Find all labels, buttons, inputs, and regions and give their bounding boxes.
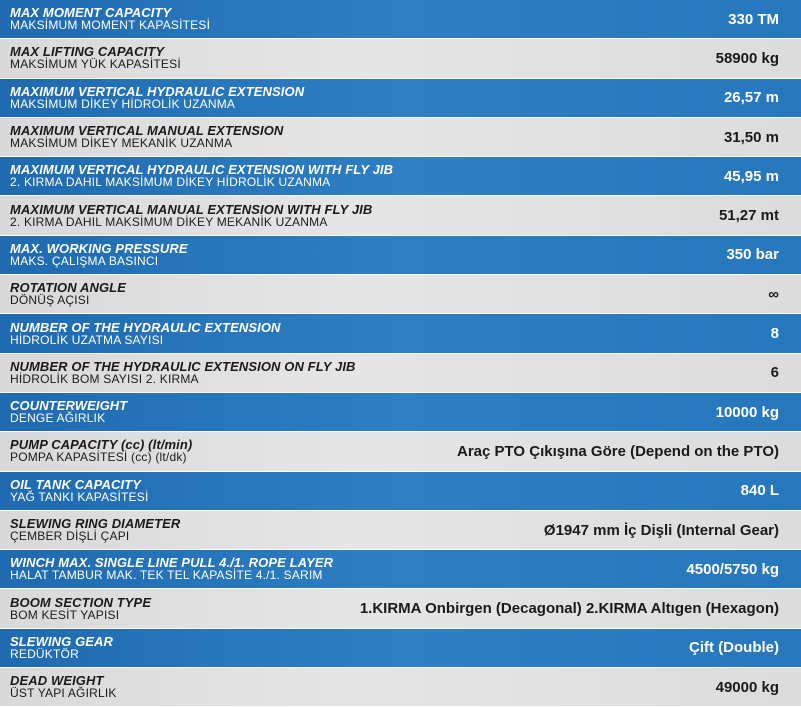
spec-label-english: OIL TANK CAPACITY bbox=[10, 476, 141, 492]
spec-label-turkish: ÇEMBER DİŞLİ ÇAPI bbox=[10, 529, 130, 543]
spec-row bbox=[0, 196, 801, 235]
spec-label-turkish: ÜST YAPI AĞIRLIK bbox=[10, 686, 117, 701]
spec-label-english: ROTATION ANGLE bbox=[10, 280, 126, 296]
spec-row bbox=[0, 432, 801, 471]
spec-value: Ø1947 mm İç Dişli (Internal Gear) bbox=[543, 521, 779, 539]
spec-labels bbox=[10, 203, 372, 229]
spec-value: 1.KIRMA Onbirgen (Decagonal) 2.KIRMA Altıgen (Hexagon) bbox=[359, 600, 779, 618]
spec-label-english: MAX. WORKING PRESSURE bbox=[10, 240, 188, 256]
spec-label-turkish: YAĞ TANKI KAPASİTESİ bbox=[10, 489, 149, 504]
spec-row bbox=[0, 668, 801, 707]
spec-row bbox=[0, 472, 801, 511]
spec-labels bbox=[10, 438, 192, 464]
spec-labels bbox=[10, 556, 333, 582]
spec-labels bbox=[10, 6, 210, 32]
spec-label-english: COUNTERWEIGHT bbox=[10, 398, 128, 414]
spec-label-english: SLEWING GEAR bbox=[10, 633, 114, 649]
spec-value: 51,27 mt bbox=[718, 207, 779, 225]
spec-value: 6 bbox=[770, 364, 779, 382]
spec-value: 31,50 m bbox=[723, 128, 779, 146]
spec-row bbox=[0, 39, 801, 78]
spec-label-turkish: POMPA KAPASİTESİ (cc) (lt/dk) bbox=[10, 450, 187, 465]
spec-row bbox=[0, 629, 801, 668]
spec-value: 45,95 m bbox=[723, 167, 779, 185]
spec-labels bbox=[10, 635, 113, 661]
spec-value: 49000 kg bbox=[715, 678, 779, 696]
spec-label-turkish: REDÜKTÖR bbox=[10, 646, 79, 661]
spec-labels bbox=[10, 45, 181, 71]
spec-row bbox=[0, 354, 801, 393]
spec-label-english: MAXIMUM VERTICAL HYDRAULIC EXTENSION WITH FLY JIB bbox=[10, 162, 394, 178]
spec-label-turkish: 2. KIRMA DAHIL MAKSİMUM DİKEY MEKANİK UZANMA bbox=[10, 214, 328, 229]
spec-row bbox=[0, 157, 801, 196]
spec-label-english: SLEWING RING DIAMETER bbox=[10, 516, 181, 531]
spec-value: 840 L bbox=[740, 482, 779, 500]
spec-label-english: NUMBER OF THE HYDRAULIC EXTENSION ON FLY JIB bbox=[10, 358, 356, 374]
spec-label-english: DEAD WEIGHT bbox=[10, 673, 104, 689]
spec-row bbox=[0, 314, 801, 353]
spec-labels bbox=[10, 360, 356, 386]
spec-value: 350 bar bbox=[726, 246, 779, 264]
spec-label-turkish: HALAT TAMBUR MAK. TEK TEL KAPASİTE 4./1. SARIM bbox=[10, 568, 323, 583]
spec-label-turkish: DÖNÜŞ AÇISI bbox=[10, 293, 90, 308]
spec-value: ∞ bbox=[768, 285, 779, 303]
spec-label-english: MAX MOMENT CAPACITY bbox=[10, 5, 172, 21]
spec-value: Çift (Double) bbox=[689, 639, 779, 657]
spec-labels bbox=[10, 124, 283, 150]
spec-labels bbox=[10, 674, 117, 700]
spec-labels bbox=[10, 517, 180, 543]
spec-row bbox=[0, 79, 801, 118]
spec-label-english: BOOM SECTION TYPE bbox=[10, 594, 152, 610]
spec-row bbox=[0, 0, 801, 39]
spec-row bbox=[0, 589, 801, 628]
spec-label-turkish: HİDROLİK UZATMA SAYISI bbox=[10, 332, 164, 347]
spec-label-english: WINCH MAX. SINGLE LINE PULL 4./1. ROPE LAYER bbox=[10, 555, 334, 571]
spec-label-english: MAXIMUM VERTICAL MANUAL EXTENSION bbox=[10, 123, 284, 139]
spec-value: 4500/5750 kg bbox=[686, 560, 779, 578]
spec-value: Araç PTO Çıkışına Göre (Depend on the PTO) bbox=[456, 442, 779, 460]
spec-label-turkish: DENGE AĞIRLIK bbox=[10, 411, 106, 426]
spec-label-english: PUMP CAPACITY (cc) (lt/min) bbox=[10, 437, 193, 453]
spec-value: 8 bbox=[770, 325, 779, 343]
spec-labels bbox=[10, 85, 304, 111]
spec-row bbox=[0, 393, 801, 432]
spec-value: 10000 kg bbox=[715, 403, 779, 421]
spec-label-turkish: MAKSİMUM DİKEY HİDROLİK UZANMA bbox=[10, 96, 236, 111]
spec-labels bbox=[10, 163, 393, 189]
spec-label-english: MAXIMUM VERTICAL HYDRAULIC EXTENSION bbox=[10, 83, 305, 99]
spec-row bbox=[0, 236, 801, 275]
spec-label-turkish: BOM KESİT YAPISI bbox=[10, 607, 120, 622]
spec-label-turkish: MAKSİMUM MOMENT KAPASİTESİ bbox=[10, 18, 211, 33]
spec-row bbox=[0, 550, 801, 589]
spec-label-turkish: MAKS. ÇALIŞMA BASINCI bbox=[10, 253, 159, 268]
spec-labels bbox=[10, 596, 151, 622]
spec-label-turkish: MAKSİMUM YÜK KAPASİTESİ bbox=[10, 57, 181, 72]
spec-label-english: NUMBER OF THE HYDRAULIC EXTENSION bbox=[10, 319, 281, 335]
spec-value: 26,57 m bbox=[723, 89, 779, 107]
spec-value: 58900 kg bbox=[715, 49, 779, 67]
spec-labels bbox=[10, 321, 281, 347]
spec-label-turkish: 2. KIRMA DAHIL MAKSİMUM DİKEY HİDROLİK UZANMA bbox=[10, 175, 331, 190]
spec-labels bbox=[10, 399, 127, 425]
spec-row bbox=[0, 118, 801, 157]
spec-value: 330 TM bbox=[728, 10, 779, 28]
spec-labels bbox=[10, 478, 148, 504]
spec-labels bbox=[10, 242, 188, 268]
spec-label-turkish: MAKSİMUM DİKEY MEKANİK UZANMA bbox=[10, 136, 233, 151]
spec-label-english: MAXIMUM VERTICAL MANUAL EXTENSION WITH FLY JIB bbox=[10, 201, 373, 217]
spec-row bbox=[0, 275, 801, 314]
spec-row bbox=[0, 511, 801, 550]
spec-label-turkish: HİDROLİK BOM SAYISI 2. KIRMA bbox=[10, 371, 199, 386]
spec-labels bbox=[10, 281, 126, 307]
spec-label-english: MAX LIFTING CAPACITY bbox=[10, 44, 165, 60]
